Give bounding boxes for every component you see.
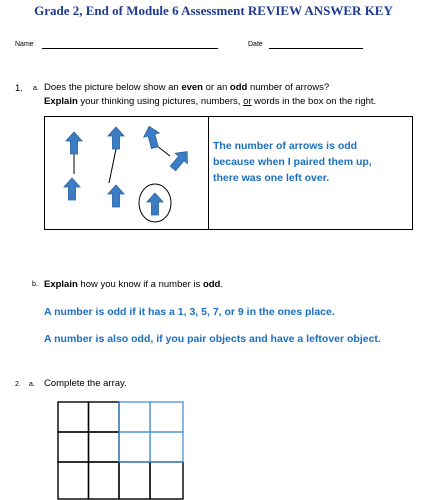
q1a-odd: odd bbox=[229, 82, 248, 93]
date-line[interactable] bbox=[269, 48, 363, 49]
question-1-number: 1. bbox=[15, 83, 23, 94]
array-cell-completed bbox=[119, 432, 150, 462]
q1a-answer-line: there was one left over. bbox=[213, 172, 330, 184]
q1a-text-1: Does the picture below show an bbox=[44, 82, 182, 93]
arrow-icon bbox=[64, 178, 80, 200]
q1a-explain: Explain bbox=[44, 96, 78, 107]
array-grid[interactable] bbox=[57, 401, 185, 500]
array-cell bbox=[89, 402, 120, 432]
question-1b-letter: b. bbox=[32, 281, 38, 288]
page-title: Grade 2, End of Module 6 Assessment REVIEW ANSWER KEY bbox=[34, 3, 393, 18]
array-cell bbox=[150, 462, 183, 499]
question-2a-prompt: Complete the array. bbox=[44, 378, 127, 389]
q1b-answer-2: A number is also odd, if you pair objects and have a leftover object. bbox=[44, 333, 381, 345]
q1a-even: even bbox=[181, 82, 203, 93]
arrow-icon bbox=[108, 127, 124, 149]
array-cell-completed bbox=[150, 402, 183, 432]
pair-line bbox=[109, 149, 116, 183]
array-cell bbox=[89, 432, 120, 462]
q1a-or: or bbox=[243, 96, 252, 107]
q1b-period: . bbox=[220, 279, 224, 290]
question-2a-letter: a. bbox=[29, 381, 35, 388]
array-cell bbox=[119, 462, 150, 499]
q1a-answer-line: because when I paired them up, bbox=[213, 156, 372, 168]
arrow-icon bbox=[141, 124, 162, 149]
answer-box-divider bbox=[208, 116, 209, 230]
q1a-text-4: your thinking using pictures, numbers, bbox=[77, 96, 244, 107]
q1b-text: how you know if a number is bbox=[77, 279, 203, 290]
question-2-number: 2. bbox=[15, 381, 21, 388]
arrow-icon bbox=[167, 146, 193, 173]
q1a-answer bbox=[213, 138, 408, 186]
arrow-icon bbox=[108, 185, 124, 207]
question-1b-prompt bbox=[44, 279, 223, 290]
array-cell bbox=[58, 402, 89, 432]
q1a-text-3: number of arrows? bbox=[247, 82, 330, 93]
arrow-icon bbox=[147, 193, 163, 215]
question-1a-line1 bbox=[44, 82, 329, 93]
array-cell bbox=[89, 462, 120, 499]
name-label: Name bbox=[15, 41, 34, 48]
pair-line bbox=[157, 146, 170, 156]
q1a-text-2: or an bbox=[202, 82, 230, 93]
array-cell-completed bbox=[119, 402, 150, 432]
question-1a-line2 bbox=[44, 96, 376, 107]
q1b-explain: Explain bbox=[44, 279, 78, 290]
name-line[interactable] bbox=[42, 48, 218, 49]
arrows-picture bbox=[44, 116, 208, 230]
array-cell-completed bbox=[150, 432, 183, 462]
array-cell bbox=[58, 462, 89, 499]
question-1a-letter: a. bbox=[33, 85, 39, 92]
arrow-icon bbox=[66, 132, 82, 154]
q1b-answer-1: A number is odd if it has a 1, 3, 5, 7, or 9 in the ones place. bbox=[44, 306, 335, 318]
date-label: Date bbox=[248, 41, 263, 48]
array-cell bbox=[58, 432, 89, 462]
q1a-text-5: words in the box on the right. bbox=[251, 96, 377, 107]
q1b-odd: odd bbox=[202, 279, 221, 290]
q1a-answer-line: The number of arrows is odd bbox=[213, 140, 358, 152]
